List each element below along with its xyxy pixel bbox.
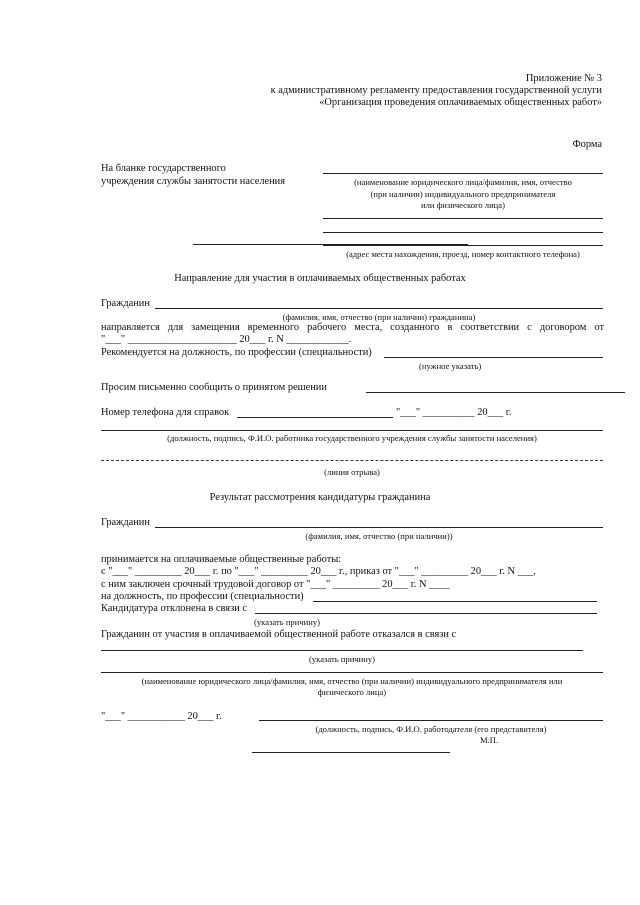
- position-line[interactable]: [313, 601, 597, 602]
- request-label: Просим письменно сообщить о принятом решении: [101, 382, 327, 393]
- employer-line[interactable]: [101, 672, 603, 673]
- employer-caption-2: физического лица): [317, 687, 387, 697]
- accepted-label: принимается на оплачиваемые общественные работы:: [101, 554, 342, 565]
- address-line[interactable]: [323, 245, 603, 246]
- stamp-line: [252, 752, 450, 753]
- org-caption-2: (при наличии) индивидуального предпринимателя: [370, 189, 556, 199]
- recommend-caption: (нужное указать): [419, 361, 482, 371]
- sent-text: направляется для замещения временного рабочего места, созданного в соответствии с договором от: [101, 322, 604, 333]
- tear-line: [101, 460, 603, 461]
- regulation-line: к административному регламенту предоставления государственной услуги: [270, 85, 602, 96]
- final-date: "___" ___________ 20___ г.: [101, 711, 222, 722]
- refused-line[interactable]: [101, 650, 583, 651]
- employer-caption-1: (наименование юридического лица/фамилия, имя, отчество (при наличии) индивидуального предпринимателя или: [141, 676, 563, 686]
- reason-caption: (указать причину): [254, 617, 321, 627]
- phone-date: "___" __________ 20___ г.: [396, 407, 512, 418]
- result-citizen-label: Гражданин: [101, 517, 150, 528]
- citizen-caption: (фамилия, имя, отчество (при наличии) гражданина): [282, 312, 476, 322]
- period-line: с "___" _________ 20___ г. по "___" _________ 20___ г., приказ от "___" _________ 20___ г. N ___,: [101, 566, 536, 577]
- recommend-label: Рекомендуется на должность, по профессии (специальности): [101, 347, 372, 358]
- refused-label: Гражданин от участия в оплачиваемой общественной работе отказался в связи с: [101, 629, 457, 640]
- org-name-line[interactable]: [323, 173, 603, 174]
- service-name: «Организация проведения оплачиваемых общественных работ»: [319, 97, 602, 108]
- request-line[interactable]: [366, 392, 625, 393]
- org-caption-1: (наименование юридического лица/фамилия, имя, отчество: [354, 177, 572, 187]
- reason-caption-2: (указать причину): [308, 654, 375, 664]
- result-title: Результат рассмотрения кандидатуры гражданина: [209, 492, 431, 503]
- form-label: Форма: [572, 139, 602, 150]
- org-extra-line-1[interactable]: [323, 218, 603, 219]
- phone-line[interactable]: [237, 417, 393, 418]
- org-caption-3: или физического лица): [421, 200, 505, 210]
- contract-line: с ним заключен срочный трудовой договор от "___" _________ 20___ г. N ____: [101, 579, 450, 590]
- signer-caption: (должность, подпись, Ф.И.О. работника государственного учреждения службы занятости населения): [167, 433, 537, 443]
- result-citizen-line[interactable]: [155, 527, 603, 528]
- address-caption: (адрес места нахождения, проезд, номер контактного телефона): [346, 249, 580, 259]
- signer-line[interactable]: [101, 430, 603, 431]
- rejected-line[interactable]: [255, 613, 597, 614]
- contract-date: "___" _____________________ 20___ г. N ____________.: [101, 334, 352, 345]
- citizen-label: Гражданин: [101, 298, 150, 309]
- phone-label: Номер телефона для справок: [101, 407, 230, 418]
- tear-caption: (линия отрыва): [324, 467, 380, 477]
- direction-title: Направление для участия в оплачиваемых общественных работах: [174, 273, 466, 284]
- appendix-number: Приложение № 3: [525, 73, 602, 84]
- position-label: на должность, по профессии (специальности): [101, 591, 304, 602]
- recommend-line[interactable]: [384, 357, 603, 358]
- blank-line-1: На бланке государственного: [101, 163, 226, 174]
- rejected-label: Кандидатура отклонена в связи с: [101, 603, 247, 614]
- employer-sign-caption: (должность, подпись, Ф.И.О. работодателя (его представителя): [315, 724, 547, 734]
- employer-sign-line[interactable]: [259, 720, 603, 721]
- stamp-label: М.П.: [480, 735, 499, 745]
- citizen-name-line[interactable]: [155, 308, 603, 309]
- result-citizen-caption: (фамилия, имя, отчество (при наличии)): [305, 531, 453, 541]
- org-extra-line-2[interactable]: [323, 232, 603, 233]
- blank-line-2: учреждения службы занятости населения: [101, 176, 286, 187]
